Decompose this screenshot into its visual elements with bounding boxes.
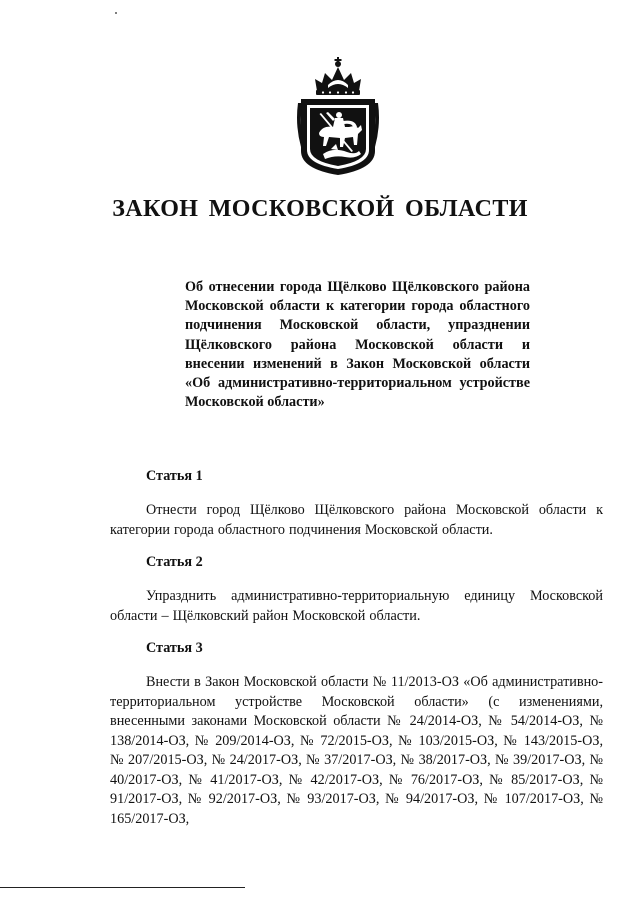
article-2-text: Упразднить административно-территориальную единицу Московской области – Щёлковский район Московской области. <box>110 588 603 624</box>
document-subtitle: Об отнесении города Щёлково Щёлковского района Московской области к категории города областного подчинения Московской области, упразднении Щёлковского района Московской области и внесении изменений в Закон Московской области «Об административно-территориальном устройстве Московской области» <box>185 279 530 411</box>
footnote-separator <box>0 887 245 888</box>
article-3-text: Внести в Закон Московской области № 11/2013-ОЗ «Об административно-территориальном устройстве Московской области» (с изменениями, внесенными законами Московской области № 24/2014-ОЗ, № 54/2014-ОЗ, № 138/2014-ОЗ, № 209/2014-ОЗ, № 72/2015-ОЗ, № 103/2015-ОЗ, № 143/2015-ОЗ, № 207/2015-ОЗ, № 24/2017-ОЗ, № 37/2017-ОЗ, № 38/2017-ОЗ, № 39/2017-ОЗ, № 40/2017-ОЗ, № 41/2017-ОЗ, № 42/2017-ОЗ, № 76/2017-ОЗ, № 85/2017-ОЗ, № 91/2017-ОЗ, № 92/2017-ОЗ, № 93/2017-ОЗ, № 94/2017-ОЗ, № 107/2017-ОЗ, № 165/2017-ОЗ, <box>110 674 603 827</box>
scan-speck <box>115 12 117 14</box>
article-1-heading: Статья 1 <box>146 468 203 484</box>
article-3-heading: Статья 3 <box>146 640 203 656</box>
article-2-heading: Статья 2 <box>146 554 203 570</box>
article-1-text: Отнести город Щёлково Щёлковского района Московской области к категории города областного подчинения Московской области. <box>110 502 603 538</box>
document-title: ЗАКОН МОСКОВСКОЙ ОБЛАСТИ <box>112 196 528 222</box>
moscow-oblast-coat-of-arms-icon <box>295 55 381 177</box>
